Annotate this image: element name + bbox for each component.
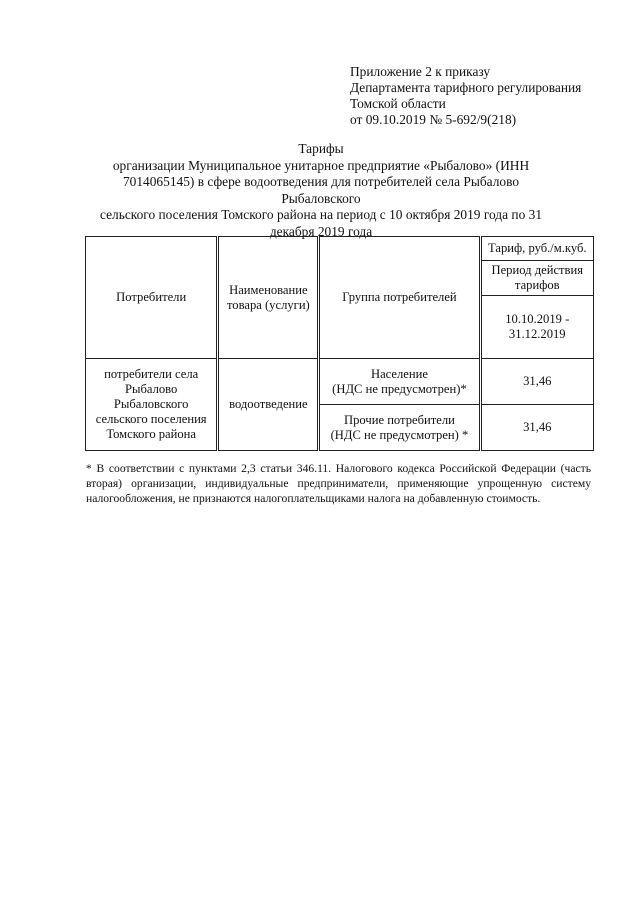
appendix-header [350, 64, 620, 128]
header-period: Период действия тарифов [480, 261, 593, 296]
group-cell [319, 359, 480, 405]
group-name: Прочие потребители [344, 412, 455, 427]
header-group: Группа потребителей [319, 237, 480, 359]
title-line-2: организации Муниципальное унитарное предприятие «Рыбалово» (ИНН [112, 157, 530, 173]
appendix-line-1: Приложение 2 к приказу [350, 64, 491, 79]
header-tariff: Тариф, руб./м.куб. [480, 237, 593, 261]
title-line-1: Тарифы [298, 141, 344, 156]
footnote: * В соответствии с пунктами 2,3 статьи 346.11. Налогового кодекса Российской Федерации (часть вторая) организации, индивидуальные предприниматели, применяющие упрощенную систему налогообложения, не признаются налогоплательщиками налога на добавленную стоимость. [86, 462, 591, 505]
tariff-value-cell: 31,46 [480, 359, 593, 405]
title-line-4: сельского поселения Томского района на период с 10 октября 2019 года по 31 [99, 207, 543, 222]
consumers-cell: потребители села Рыбалово Рыбаловского сельского поселения Томского района [86, 359, 218, 451]
header-period-value: 10.10.2019 - 31.12.2019 [480, 296, 593, 359]
appendix-line-2: Департамента тарифного регулирования [350, 80, 582, 95]
tariff-table [85, 236, 594, 451]
product-cell: водоотведение [218, 359, 319, 451]
group-cell [319, 405, 480, 451]
table-row [86, 359, 594, 405]
group-name: Население [370, 366, 428, 381]
header-consumers: Потребители [86, 237, 218, 359]
group-vat-note: (НДС не предусмотрен) * [330, 427, 469, 442]
title-line-5: декабря 2019 года [269, 223, 373, 239]
tariff-value-cell: 31,46 [480, 405, 593, 451]
appendix-line-3: Томской области [350, 96, 446, 111]
document-title [84, 141, 558, 240]
appendix-line-4: от 09.10.2019 № 5-692/9(218) [350, 112, 517, 127]
header-product: Наименование товара (услуги) [218, 237, 319, 359]
title-line-3: 7014065145) в сфере водоотведения для потребителей села Рыбалово Рыбаловского [122, 174, 520, 206]
group-vat-note: (НДС не предусмотрен)* [332, 381, 467, 396]
table-header-row [86, 237, 594, 261]
